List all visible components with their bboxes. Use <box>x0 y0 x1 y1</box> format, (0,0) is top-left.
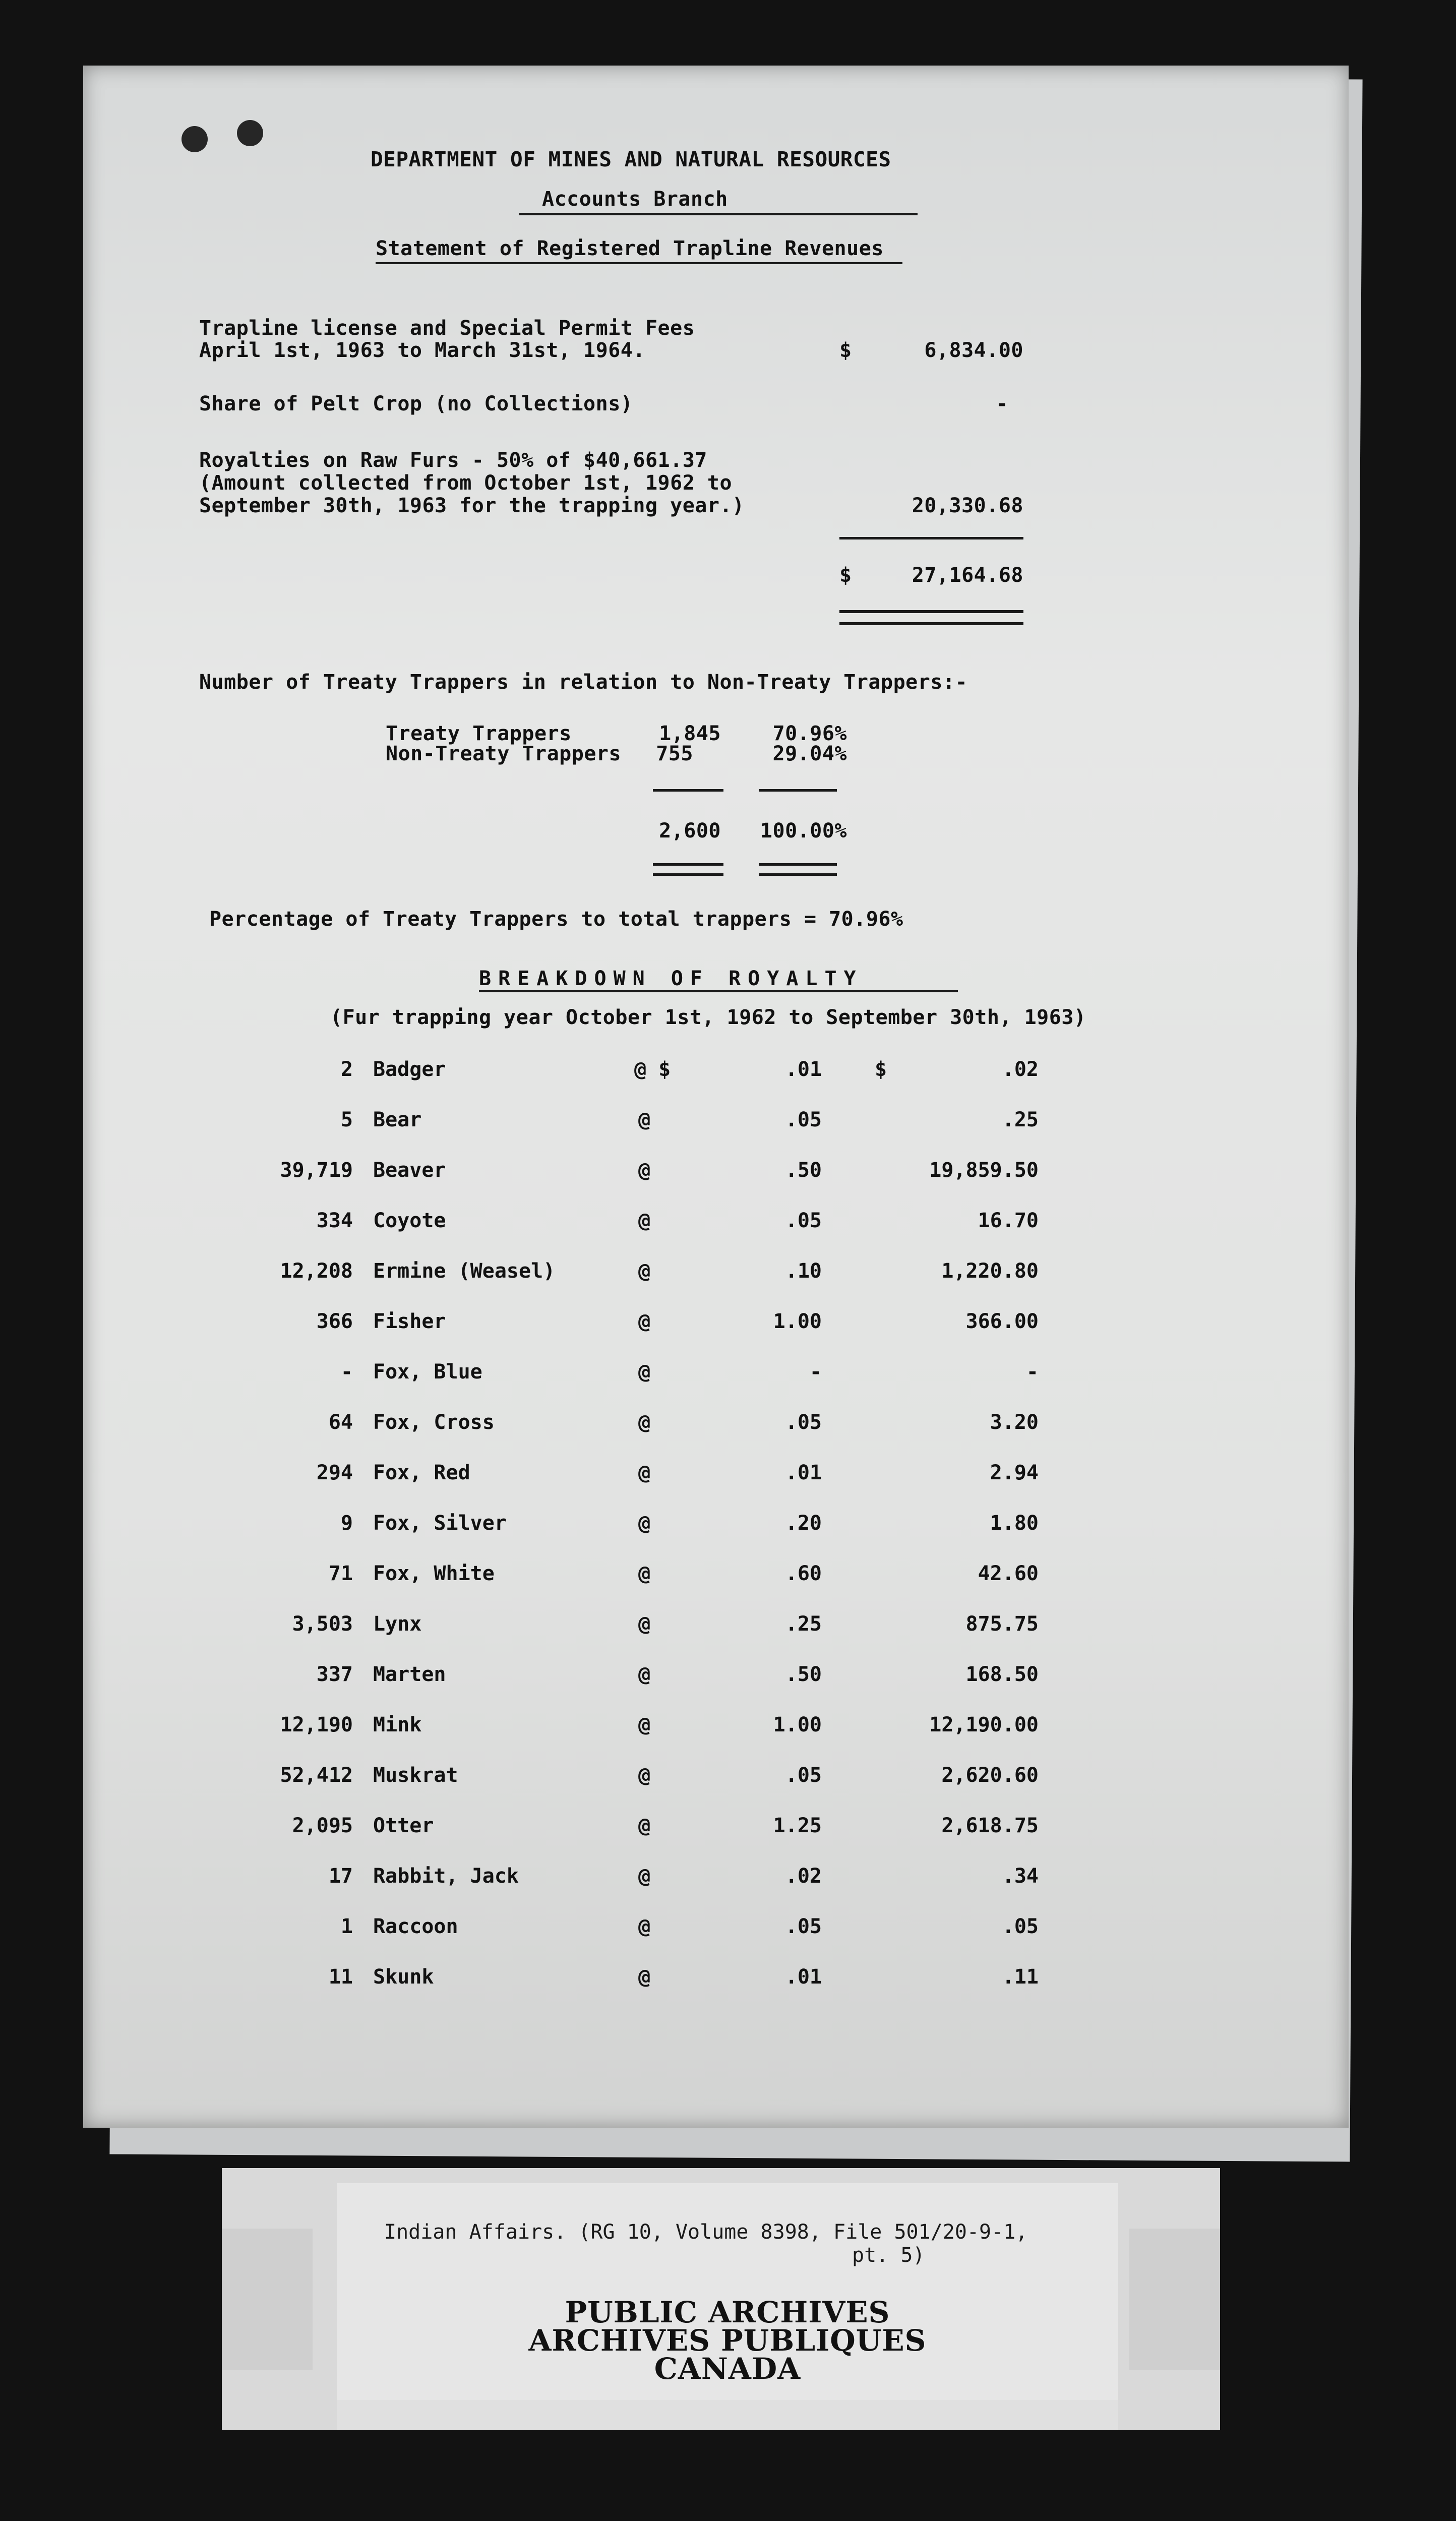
count-rule <box>653 789 723 792</box>
table-row <box>0 1108 1456 1138</box>
row-amount: .05 <box>1002 1915 1039 1938</box>
statement-title: Statement of Registered Trapline Revenues <box>376 237 884 260</box>
row-at-sign: @ <box>638 1865 651 1888</box>
row-at-sign: @ <box>638 1915 651 1938</box>
royalties-amount: 20,330.68 <box>912 494 1023 517</box>
royalties-line-1: Royalties on Raw Furs - 50% of $40,661.37 <box>199 449 707 472</box>
table-row <box>0 1512 1456 1542</box>
breakdown-title: BREAKDOWN OF ROYALTY <box>479 967 863 990</box>
row-animal: Badger <box>373 1058 446 1081</box>
branch-heading: Accounts Branch <box>542 188 728 211</box>
total-revenue: 27,164.68 <box>912 564 1023 587</box>
row-at-sign: @ <box>638 1965 651 1989</box>
treaty-pct: 70.96% <box>772 722 847 745</box>
pct-double-rule <box>759 873 837 876</box>
row-quantity: 294 <box>316 1461 353 1484</box>
total-double-rule <box>839 610 1023 613</box>
label-tab <box>1129 2229 1220 2370</box>
row-rate: .25 <box>785 1612 822 1636</box>
row-quantity: 5 <box>340 1108 353 1131</box>
row-quantity: 366 <box>316 1310 353 1333</box>
table-row <box>0 1764 1456 1794</box>
label-tab <box>222 2229 313 2370</box>
archives-english: PUBLIC ARCHIVES <box>565 2295 890 2329</box>
row-amount: 168.50 <box>965 1663 1039 1686</box>
row-rate: - <box>809 1360 822 1384</box>
row-animal: Fox, Cross <box>373 1411 495 1434</box>
row-at-sign: @ <box>638 1764 651 1787</box>
row-amount: .34 <box>1002 1865 1039 1888</box>
row-rate: .01 <box>785 1461 822 1484</box>
row-at-sign: @ <box>638 1411 651 1434</box>
row-amount: 42.60 <box>978 1562 1039 1585</box>
table-row <box>0 1965 1456 1996</box>
breakdown-subtitle: (Fur trapping year October 1st, 1962 to September 30th, 1963) <box>330 1006 1086 1029</box>
archives-country: CANADA <box>654 2352 801 2386</box>
label-bottom-strip <box>337 2400 1118 2430</box>
row-amount: 366.00 <box>965 1310 1039 1333</box>
row-quantity: - <box>340 1360 353 1384</box>
row-animal: Rabbit, Jack <box>373 1865 519 1888</box>
row-amount: 875.75 <box>965 1612 1039 1636</box>
non-treaty-pct: 29.04% <box>772 742 847 765</box>
table-row <box>0 1461 1456 1491</box>
breakdown-title-underline <box>479 990 958 992</box>
row-amount: 2.94 <box>990 1461 1039 1484</box>
row-animal: Mink <box>373 1713 422 1736</box>
row-amount: - <box>1026 1360 1039 1384</box>
row-amount: 1,220.80 <box>941 1259 1039 1283</box>
table-row <box>0 1612 1456 1643</box>
table-row <box>0 1058 1456 1088</box>
row-amount: 19,859.50 <box>929 1159 1039 1182</box>
row-amount: 16.70 <box>978 1209 1039 1232</box>
row-amount: 2,620.60 <box>941 1764 1039 1787</box>
row-rate: .50 <box>785 1663 822 1686</box>
table-row <box>0 1663 1456 1693</box>
royalties-line-2: (Amount collected from October 1st, 1962 to <box>199 471 733 495</box>
row-rate: .05 <box>785 1764 822 1787</box>
row-quantity: 11 <box>328 1965 353 1989</box>
pelt-crop-amount: - <box>996 392 1008 415</box>
table-row <box>0 1259 1456 1290</box>
table-row <box>0 1713 1456 1744</box>
row-quantity: 12,190 <box>280 1713 353 1736</box>
pelt-crop-label: Share of Pelt Crop (no Collections) <box>199 392 633 415</box>
row-rate: .20 <box>785 1512 822 1535</box>
fees-line-2: April 1st, 1963 to March 31st, 1964. <box>199 339 645 362</box>
row-quantity: 337 <box>316 1663 353 1686</box>
table-row <box>0 1159 1456 1189</box>
total-pct: 100.00% <box>760 819 847 843</box>
row-rate: .05 <box>785 1108 822 1131</box>
row-animal: Lynx <box>373 1612 422 1636</box>
fees-amount: 6,834.00 <box>924 339 1023 362</box>
row-rate: .05 <box>785 1411 822 1434</box>
row-quantity: 3,503 <box>292 1612 353 1636</box>
row-at-sign: @ <box>638 1814 651 1837</box>
punch-hole <box>181 126 208 152</box>
row-animal: Ermine (Weasel) <box>373 1259 556 1283</box>
row-rate: .50 <box>785 1159 822 1182</box>
row-at-sign: @ <box>638 1360 651 1384</box>
row-animal: Skunk <box>373 1965 434 1989</box>
row-quantity: 71 <box>328 1562 353 1585</box>
row-amount: 3.20 <box>990 1411 1039 1434</box>
row-rate: 1.25 <box>773 1814 822 1837</box>
row-animal: Coyote <box>373 1209 446 1232</box>
subtotal-rule <box>839 537 1023 539</box>
row-animal: Otter <box>373 1814 434 1837</box>
row-quantity: 1 <box>340 1915 353 1938</box>
trappers-heading: Number of Treaty Trappers in relation to Non-Treaty Trappers:- <box>199 671 968 694</box>
row-quantity: 64 <box>328 1411 353 1434</box>
row-animal: Muskrat <box>373 1764 458 1787</box>
row-quantity: 9 <box>340 1512 353 1535</box>
punch-hole <box>237 120 263 146</box>
row-amount: 1.80 <box>990 1512 1039 1535</box>
row-animal: Marten <box>373 1663 446 1686</box>
row-quantity: 2 <box>340 1058 353 1081</box>
row-at-sign: @ <box>638 1259 651 1283</box>
fees-line-1: Trapline license and Special Permit Fees <box>199 317 695 340</box>
statement-title-underline <box>376 262 902 264</box>
row-animal: Fox, Red <box>373 1461 470 1484</box>
pct-double-rule <box>759 863 837 866</box>
row-quantity: 17 <box>328 1865 353 1888</box>
row-quantity: 39,719 <box>280 1159 353 1182</box>
archives-french: ARCHIVES PUBLIQUES <box>528 2323 927 2358</box>
row-rate: .60 <box>785 1562 822 1585</box>
row-rate: .10 <box>785 1259 822 1283</box>
table-row <box>0 1360 1456 1391</box>
row-rate: .01 <box>785 1058 822 1081</box>
pct-rule <box>759 789 837 792</box>
row-at-sign: @ <box>638 1512 651 1535</box>
percentage-statement: Percentage of Treaty Trappers to total trappers = 70.96% <box>209 908 903 931</box>
count-double-rule <box>653 873 723 876</box>
row-at-sign: @ <box>638 1663 651 1686</box>
row-at-sign: @ <box>638 1461 651 1484</box>
treaty-count: 1,845 <box>659 722 721 745</box>
archive-reference-line-2: pt. 5) <box>852 2244 925 2267</box>
row-quantity: 52,412 <box>280 1764 353 1787</box>
table-row <box>0 1865 1456 1895</box>
row-amount: .25 <box>1002 1108 1039 1131</box>
row-animal: Fox, White <box>373 1562 495 1585</box>
treaty-label: Treaty Trappers <box>386 722 572 745</box>
row-amount: 12,190.00 <box>929 1713 1039 1736</box>
table-row <box>0 1209 1456 1239</box>
row-at-sign: @ <box>638 1713 651 1736</box>
royalties-line-3: September 30th, 1963 for the trapping year.) <box>199 494 745 517</box>
row-currency: $ <box>875 1058 887 1081</box>
row-animal: Raccoon <box>373 1915 458 1938</box>
row-at-sign: @ <box>638 1209 651 1232</box>
row-at-sign: @ <box>638 1310 651 1333</box>
branch-underline <box>519 213 918 215</box>
table-row <box>0 1814 1456 1844</box>
row-animal: Bear <box>373 1108 422 1131</box>
table-row <box>0 1411 1456 1441</box>
count-double-rule <box>653 863 723 866</box>
row-amount: .02 <box>1002 1058 1039 1081</box>
row-rate: 1.00 <box>773 1310 822 1333</box>
row-rate: .01 <box>785 1965 822 1989</box>
archive-reference-line-1: Indian Affairs. (RG 10, Volume 8398, File 501/20-9-1, <box>384 2220 1028 2244</box>
non-treaty-label: Non-Treaty Trappers <box>386 742 622 765</box>
row-at-sign: @ <box>638 1612 651 1636</box>
row-rate: 1.00 <box>773 1713 822 1736</box>
row-animal: Beaver <box>373 1159 446 1182</box>
row-animal: Fisher <box>373 1310 446 1333</box>
row-quantity: 334 <box>316 1209 353 1232</box>
row-at-sign: @ <box>638 1159 651 1182</box>
total-double-rule <box>839 622 1023 625</box>
total-currency: $ <box>839 564 852 587</box>
row-at-sign: @ $ <box>634 1058 671 1081</box>
table-row <box>0 1562 1456 1592</box>
row-at-sign: @ <box>638 1562 651 1585</box>
non-treaty-count: 755 <box>656 742 693 765</box>
row-rate: .05 <box>785 1915 822 1938</box>
department-heading: DEPARTMENT OF MINES AND NATURAL RESOURCES <box>371 147 891 171</box>
row-amount: .11 <box>1002 1965 1039 1989</box>
row-rate: .05 <box>785 1209 822 1232</box>
row-amount: 2,618.75 <box>941 1814 1039 1837</box>
row-quantity: 12,208 <box>280 1259 353 1283</box>
row-quantity: 2,095 <box>292 1814 353 1837</box>
table-row <box>0 1915 1456 1945</box>
row-at-sign: @ <box>638 1108 651 1131</box>
row-animal: Fox, Blue <box>373 1360 482 1384</box>
fees-currency: $ <box>839 339 852 362</box>
row-rate: .02 <box>785 1865 822 1888</box>
row-animal: Fox, Silver <box>373 1512 507 1535</box>
table-row <box>0 1310 1456 1340</box>
total-trappers: 2,600 <box>659 819 721 843</box>
